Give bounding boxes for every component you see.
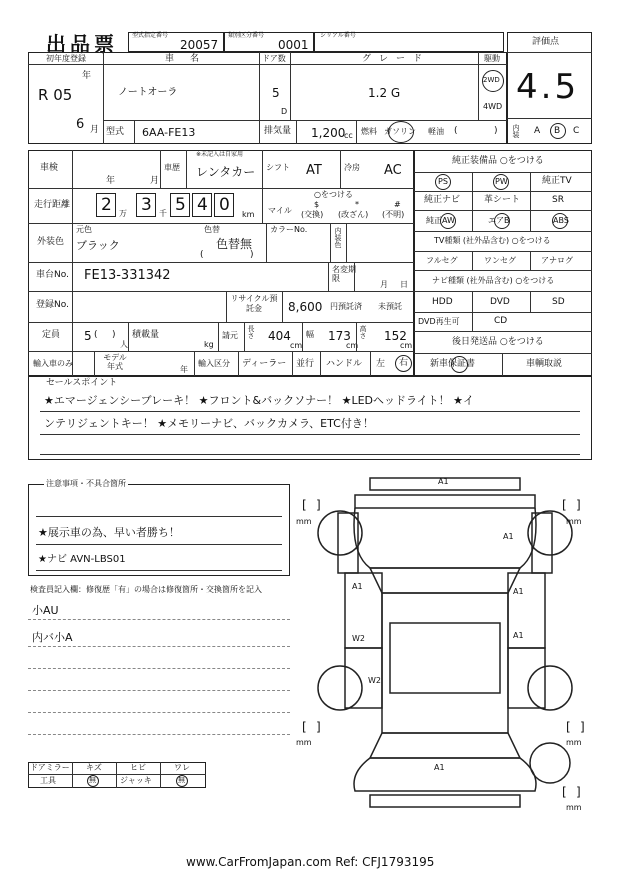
car-damage-diagram xyxy=(290,473,600,813)
recycle-unpaid: 未預託 xyxy=(378,302,402,311)
fuel-paren: ( xyxy=(454,126,458,136)
import-label: 輸入車のみ xyxy=(33,359,73,368)
mileage-swap: $ xyxy=(314,200,320,209)
mileage-digit-2: 3 xyxy=(141,195,152,215)
type-label: 型式指定番号 xyxy=(132,32,169,39)
equip-airbag: エアB xyxy=(488,216,510,225)
tire-fl-bracket-r: ] xyxy=(316,498,321,512)
length-unit: cm xyxy=(290,341,303,350)
tire-spare-bracket-l: [ xyxy=(562,785,567,799)
capacity-unit: 人 xyxy=(120,340,128,349)
shift-label: シフト xyxy=(266,163,290,172)
repaint: 色替無 xyxy=(216,237,253,251)
chassis-label: 車台No. xyxy=(36,270,69,280)
name-change-day: 日 xyxy=(400,280,408,289)
model-year-unit: 年 xyxy=(180,365,188,374)
capacity-label: 定員 xyxy=(42,330,61,340)
tire-spare-bracket-r: ] xyxy=(576,785,581,799)
mileage-unit-km: km xyxy=(242,210,255,219)
tv-fullseg: フルセグ xyxy=(426,256,458,265)
equip-sr: SR xyxy=(552,195,564,205)
tire-rr-bracket-r: ] xyxy=(580,720,585,734)
tv-analog: アナログ xyxy=(541,256,573,265)
serial-label: シリアル番号 xyxy=(320,32,356,39)
mileage-tamper: * xyxy=(355,200,359,209)
diagram-fr-note: A1 xyxy=(513,587,524,596)
interior-c: C xyxy=(573,126,580,136)
doors: 5 xyxy=(272,86,280,100)
mileage-digit-5: 0 xyxy=(219,195,230,215)
length: 404 xyxy=(268,329,291,343)
orig-color: ブラック xyxy=(76,239,120,252)
notes-line-2: ★ナビ AVN-LBS01 xyxy=(38,554,126,565)
fuel-label: 燃料 xyxy=(361,127,377,136)
year-label: 年 xyxy=(82,71,92,81)
length-label: 長さ xyxy=(247,325,255,339)
rear-right-wheel xyxy=(528,666,572,710)
diagram-bottom-note: A1 xyxy=(434,763,445,772)
first-reg-month: 6 xyxy=(76,117,85,132)
dvd-playable: DVD再生可 xyxy=(418,317,460,326)
history-label: 車歴 xyxy=(164,163,180,172)
width-unit: cm xyxy=(346,341,359,350)
mileage-unit-man: 万 xyxy=(119,209,127,218)
first-reg-year: R 05 xyxy=(38,86,73,104)
month-label: 月 xyxy=(90,125,100,135)
mileage-digit-3: 5 xyxy=(175,195,186,215)
capacity-paren: ( xyxy=(94,330,98,340)
disp-unit: cc xyxy=(344,131,353,140)
equip-pw: PW xyxy=(495,177,508,186)
footer-ref: www.CarFromJapan.com Ref: CFJ1793195 xyxy=(186,855,435,869)
load-unit: kg xyxy=(204,340,214,349)
doors-sub: D xyxy=(281,107,288,116)
fuel-paren-close: ) xyxy=(494,126,498,136)
mileage-unknown-sub: (不明) xyxy=(382,210,405,219)
drive-label: 駆動 xyxy=(484,54,500,63)
model: 6AA-FE13 xyxy=(142,126,196,139)
import-div-label: 輸入区分 xyxy=(198,359,230,368)
jack-value: 無 xyxy=(178,776,185,784)
tv-oneseg: ワンセグ xyxy=(484,256,516,265)
windshield xyxy=(370,568,520,593)
inspector-line-2: 内バ小A xyxy=(32,631,73,644)
equip-ps: PS xyxy=(438,177,448,186)
tire-fr-bracket-r: ] xyxy=(576,498,581,512)
fuel-diesel: 軽油 xyxy=(428,127,444,136)
height-unit: cm xyxy=(400,341,413,350)
drive-2wd: 2WD xyxy=(483,76,500,84)
drive-4wd: 4WD xyxy=(483,102,503,111)
handle-left: 左 xyxy=(376,359,386,369)
doors-label: ドア数 xyxy=(262,54,286,63)
recycle-label: リサイクル預託金 xyxy=(230,294,278,313)
later-manual: 車輌取説 xyxy=(526,359,563,369)
later-warranty: 新車保証書 xyxy=(430,359,476,369)
later-title: 後日発送品 ○をつける xyxy=(452,337,544,347)
inspection-year: 年 xyxy=(106,176,116,186)
inspector-label: 検査員記入欄：修復歴「有」の場合は修復箇所・交換箇所を記入 xyxy=(30,585,262,594)
navi-hdd: HDD xyxy=(432,297,453,307)
interior-a: A xyxy=(534,126,541,136)
legend-crack: ワレ xyxy=(174,763,190,772)
diagram-fl-note: A1 xyxy=(352,582,363,591)
equip-aw: 純正AW xyxy=(426,216,455,225)
import-dealer: ディーラー xyxy=(242,359,287,369)
rear-window xyxy=(370,733,520,758)
handle-label: ハンドル xyxy=(326,359,363,369)
first-reg-label: 初年度登録 xyxy=(46,54,86,63)
disp: 1,200 xyxy=(311,126,346,140)
grade-label: グレード xyxy=(362,54,431,64)
trunk xyxy=(354,758,536,791)
notes-label: 注意事項・不具合箇所 xyxy=(46,479,126,488)
tire-rl-mm: mm xyxy=(296,738,312,747)
mileage-label: 走行距離 xyxy=(34,200,71,210)
tire-rl-bracket-l: [ xyxy=(302,720,307,734)
tv-title: TV種類 (社外品含む) ○をつける xyxy=(434,236,551,245)
rear-bumper xyxy=(370,795,520,807)
cd: CD xyxy=(494,316,508,326)
equip-navi: 純正ナビ xyxy=(424,195,461,205)
reg-label: 登録No. xyxy=(36,300,69,310)
ac-label: 冷房 xyxy=(344,163,360,172)
eval-score: 4.5 xyxy=(516,67,580,107)
diagram-hood-note: A1 xyxy=(503,532,514,541)
capacity-paren-close: ) xyxy=(112,330,116,340)
name-change-month: 月 xyxy=(380,280,388,289)
front-left-wheel xyxy=(318,511,362,555)
interior-b: B xyxy=(554,126,561,136)
grade: 1.2 G xyxy=(368,86,401,100)
model-label: 型式 xyxy=(106,127,125,137)
diagram-top-note: A1 xyxy=(438,477,449,486)
handle-right: 右 xyxy=(399,358,409,368)
tire-fl-bracket-l: [ xyxy=(302,498,307,512)
mileage-swap-sub: (交換) xyxy=(301,210,324,219)
repaint-label: 色替 xyxy=(204,225,220,234)
disp-label: 排気量 xyxy=(264,126,292,136)
mileage-mile: マイル xyxy=(268,206,292,215)
tire-fr-bracket-l: [ xyxy=(562,498,567,512)
diagram-rl-note: W2 xyxy=(352,634,365,643)
equip-title: 純正装備品 ○をつける xyxy=(452,156,544,166)
orig-color-label: 元色 xyxy=(76,225,92,234)
class-no: 0001 xyxy=(278,38,309,52)
height-label: 高さ xyxy=(359,325,367,339)
diagram-rr-note: A1 xyxy=(513,631,524,640)
sales-label: セールスポイント xyxy=(46,378,118,388)
interior-color-label: 内装色 xyxy=(334,227,342,248)
sales-line-1: ★エマージェンシーブレーキ！ ★フロント&バックソナー！ ★LEDヘッドライト！ ★イ xyxy=(44,394,475,407)
tire-rr-bracket-l: [ xyxy=(566,720,571,734)
repaint-paren-close: ) xyxy=(250,250,254,260)
height: 152 xyxy=(384,329,407,343)
mileage-unknown: # xyxy=(394,200,401,209)
color-label: 外装色 xyxy=(37,237,65,247)
roof xyxy=(382,593,508,733)
car-name-label: 車名 xyxy=(165,54,216,64)
legend-tool: 工具 xyxy=(40,776,56,785)
navi-dvd: DVD xyxy=(490,297,510,307)
chassis: FE13-331342 xyxy=(84,268,171,283)
legend-scratch: キズ xyxy=(86,763,102,772)
navi-title: ナビ種類 (社外品含む) ○をつける xyxy=(432,276,555,285)
diagram-rl2-note: W2 xyxy=(368,676,381,685)
tax-label: 請元 xyxy=(222,331,238,340)
front-grille xyxy=(355,495,535,508)
inspection-label: 車検 xyxy=(40,163,59,173)
inspection-month: 月 xyxy=(150,176,160,186)
spare-wheel xyxy=(530,743,570,783)
page-title: 出品票 xyxy=(46,32,118,56)
capacity: 5 xyxy=(84,329,92,343)
legend-mirror: ドアミラー xyxy=(30,763,70,772)
sales-line-2: ンテリジェントキー！ ★メモリーナビ、バックカメラ、ETC付き！ xyxy=(44,417,374,430)
eval-label: 評価点 xyxy=(532,37,560,47)
mileage-digit-1: 2 xyxy=(101,195,112,215)
name-change-label: 名変期限 xyxy=(332,265,356,283)
model-year-label: モデル年式 xyxy=(103,353,127,371)
color-no-label: カラーNo. xyxy=(270,225,308,234)
navi-sd: SD xyxy=(552,297,565,307)
width: 173 xyxy=(328,329,351,343)
tool-value: 無 xyxy=(89,776,96,784)
notes-line-1: ★展示車の為、早い者勝ち！ xyxy=(38,526,180,539)
interior-label: 内装 xyxy=(512,124,520,138)
equip-abs: ABS xyxy=(553,216,569,225)
width-label: 幅 xyxy=(306,330,314,339)
car-name: ノートオーラ xyxy=(118,87,178,98)
tire-spare-mm: mm xyxy=(566,803,582,812)
mileage-circle-note: ○をつける xyxy=(314,190,353,199)
tire-rl-bracket-r: ] xyxy=(316,720,321,734)
equip-leather: 革シート xyxy=(484,195,521,205)
history: レンタカー xyxy=(196,165,256,179)
mileage-digit-4: 4 xyxy=(197,195,208,215)
tire-fl-mm: mm xyxy=(296,517,312,526)
mileage-unit-sen: 千 xyxy=(159,209,167,218)
rear-left-wheel xyxy=(318,666,362,710)
ac: AC xyxy=(384,163,402,178)
interior-floor xyxy=(390,623,500,693)
tire-fr-mm: mm xyxy=(566,517,582,526)
repaint-paren: ( xyxy=(200,250,204,260)
inspector-line-1: 小AU xyxy=(32,604,59,617)
type-no: 20057 xyxy=(180,38,219,52)
class-label: 類別区分番号 xyxy=(228,32,265,39)
recycle-amount: 8,600 xyxy=(288,300,323,314)
fuel-gas: ガソリン xyxy=(384,127,416,136)
legend-jack: ジャッキ xyxy=(120,776,152,785)
history-note: ※未記入は自家用 xyxy=(196,151,244,158)
recycle-unit: 円預託済 xyxy=(330,302,362,311)
shift: AT xyxy=(306,163,322,178)
rear-right-door xyxy=(508,648,545,708)
load-label: 積載量 xyxy=(132,330,160,340)
mileage-tamper-sub: (改ざん) xyxy=(338,210,369,219)
import-parallel: 並行 xyxy=(296,359,315,369)
legend-dent: ヒビ xyxy=(130,763,146,772)
tire-rr-mm: mm xyxy=(566,738,582,747)
equip-tv: 純正TV xyxy=(542,176,572,186)
